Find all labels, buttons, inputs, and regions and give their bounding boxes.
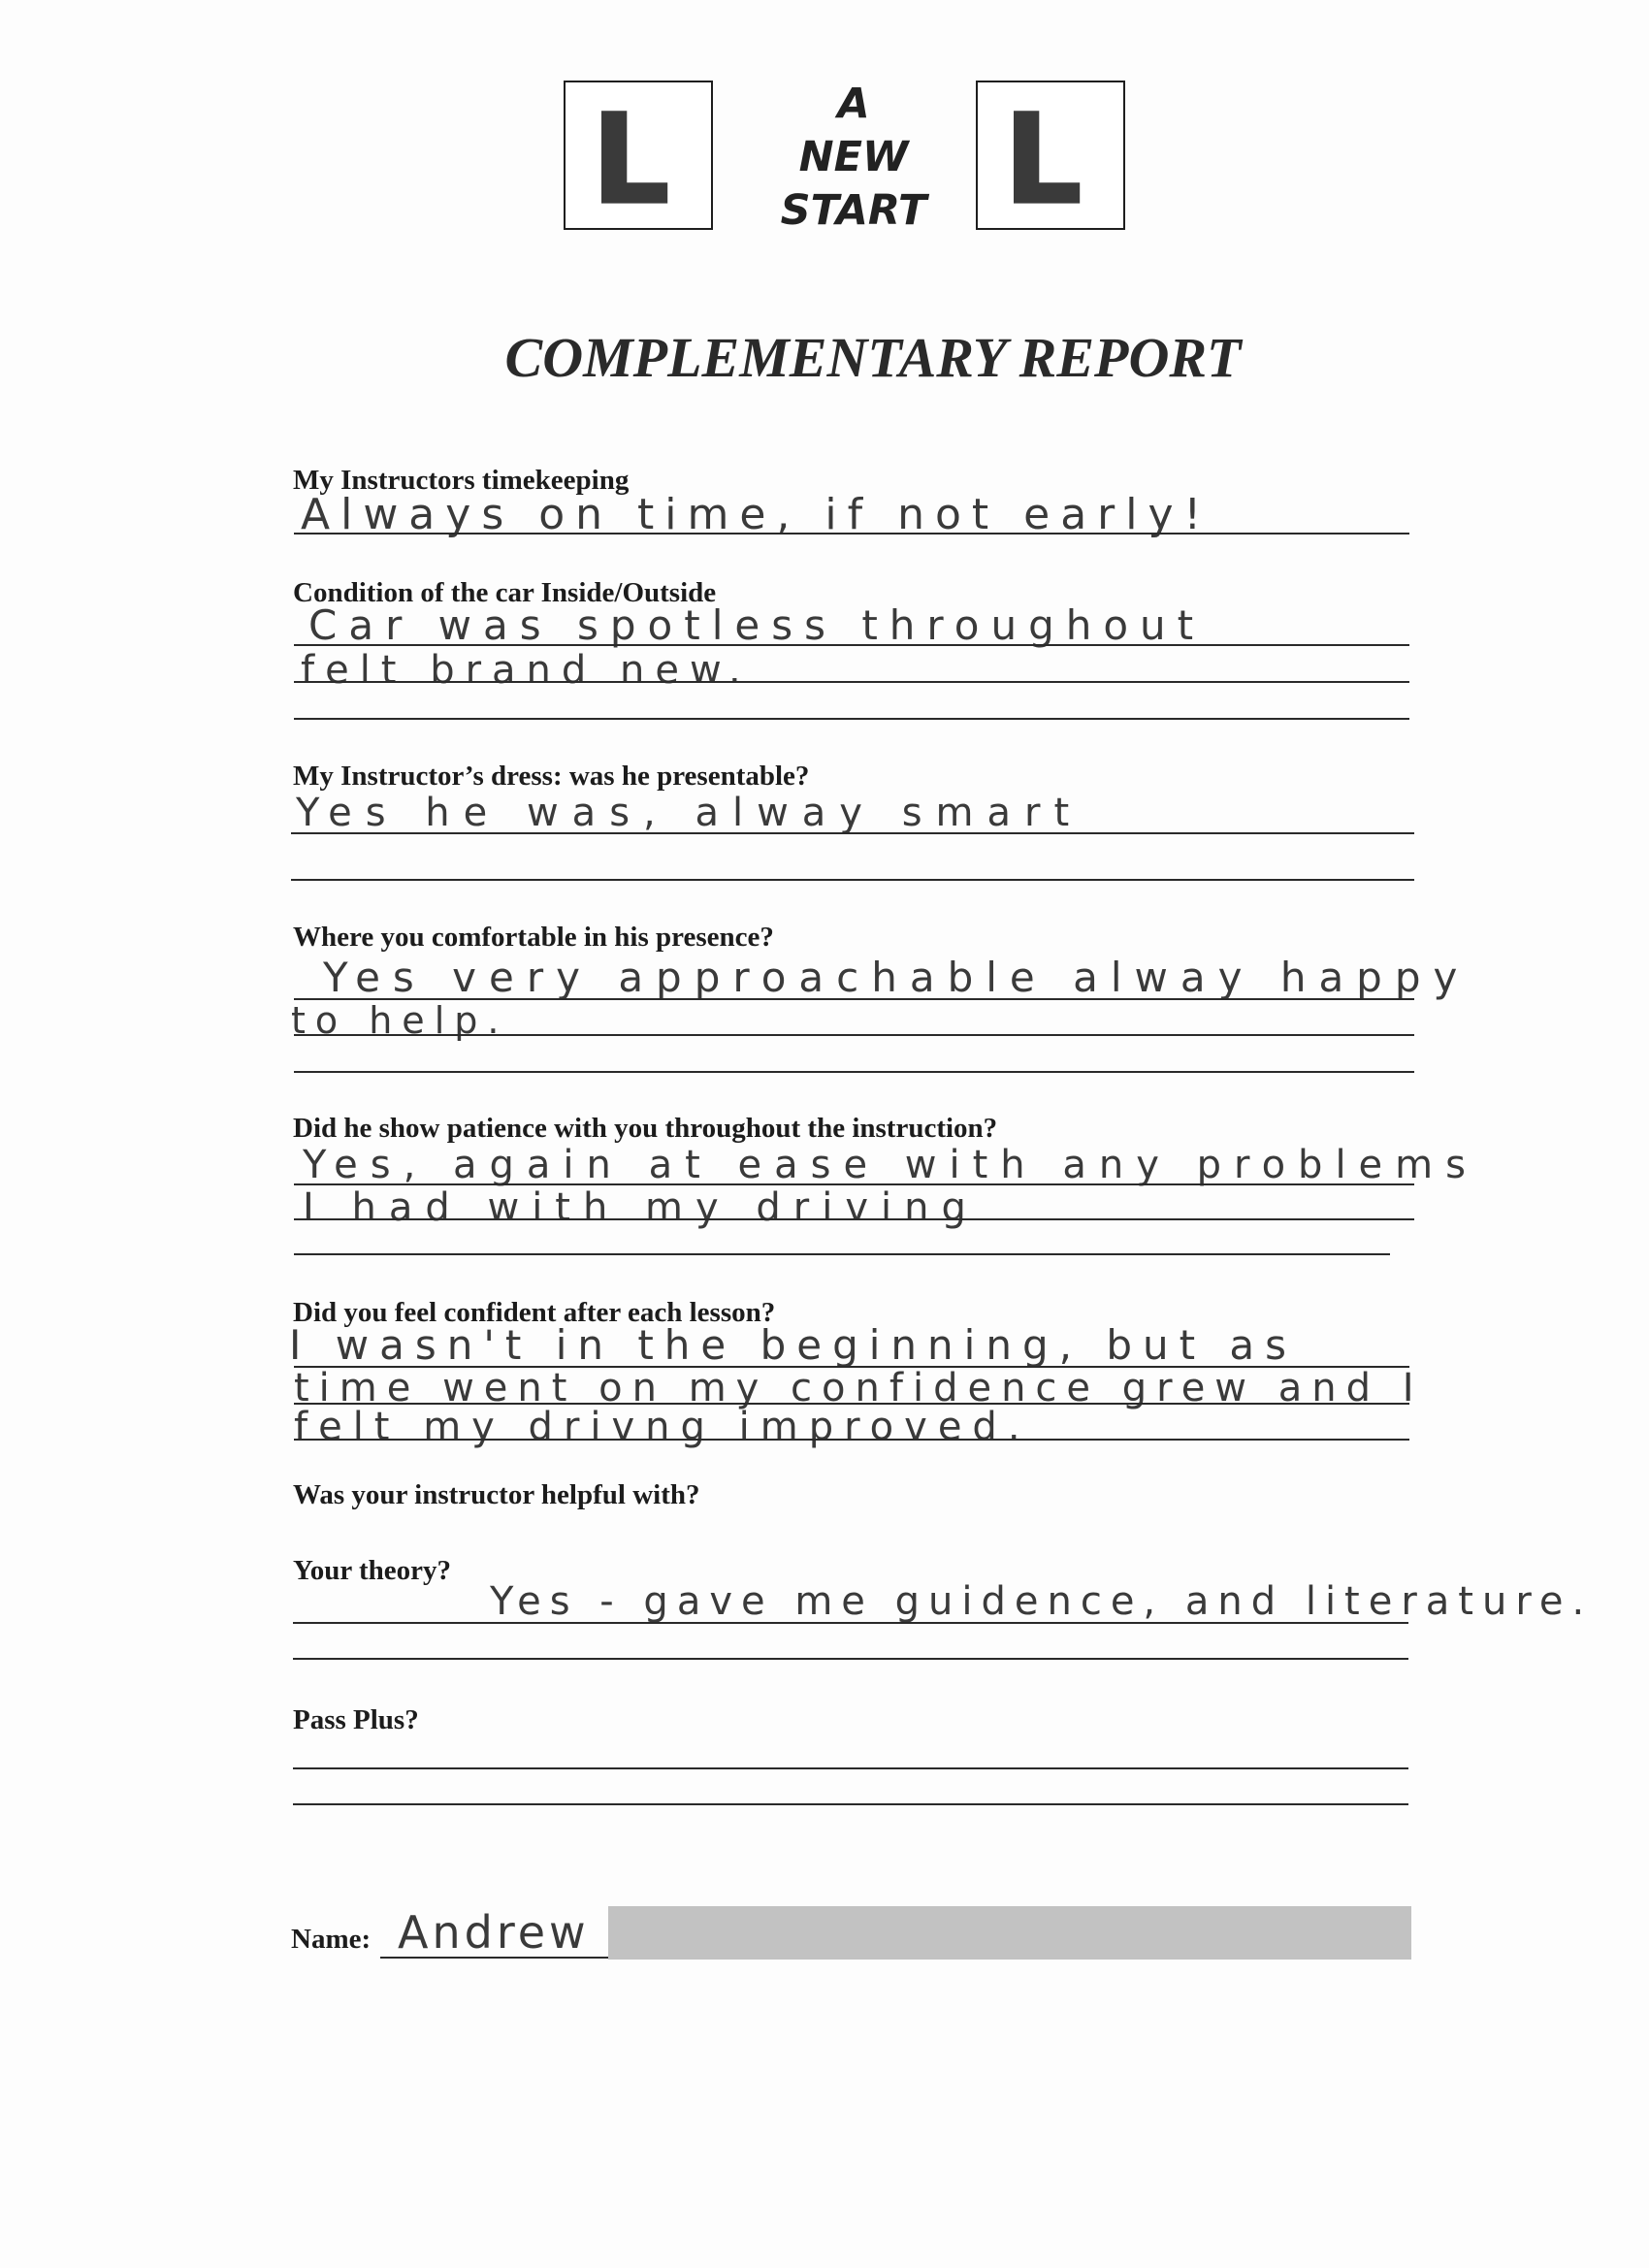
name-line xyxy=(380,1957,608,1959)
logo-line-new: NEW xyxy=(798,133,909,181)
answer-car-condition-line-2: felt brand new. xyxy=(301,648,752,693)
l-plate-right xyxy=(976,81,1125,230)
answer-theory: Yes - gave me guidence, and literature. xyxy=(490,1579,1594,1624)
l-plate-icon xyxy=(566,82,711,228)
question-label-car-condition: Condition of the car Inside/Outside xyxy=(293,577,717,608)
answer-line xyxy=(294,1183,1414,1185)
section-label-helpful: Was your instructor helpful with? xyxy=(293,1479,700,1510)
l-plate-icon xyxy=(978,82,1123,228)
answer-line xyxy=(294,998,1414,1000)
question-label-dress: My Instructor’s dress: was he presentable? xyxy=(293,761,810,792)
question-label-theory: Your theory? xyxy=(293,1555,451,1586)
answer-line xyxy=(293,1803,1408,1805)
answer-line xyxy=(291,832,1414,834)
logo-text xyxy=(737,78,970,238)
answer-line xyxy=(294,1071,1414,1073)
answer-comfortable-line-2: to help. xyxy=(291,999,509,1042)
logo-line-start: START xyxy=(780,186,927,235)
name-label: Name: xyxy=(291,1924,372,1955)
answer-line xyxy=(294,1403,1409,1405)
answer-line xyxy=(294,1439,1409,1441)
question-label-timekeeping: My Instructors timekeeping xyxy=(293,465,630,496)
answer-line xyxy=(294,681,1409,683)
question-label-comfortable: Where you comfortable in his presence? xyxy=(293,922,774,953)
logo-line-a: A xyxy=(837,80,870,128)
answer-patience-line-2: I had with my driving xyxy=(303,1185,979,1230)
answer-confident-line-2: time went on my confidence grew and I xyxy=(294,1366,1424,1410)
answer-line xyxy=(294,533,1409,535)
name-value: Andrew xyxy=(398,1906,590,1959)
answer-patience-line-1: Yes, again at ease with any problems xyxy=(303,1143,1478,1187)
page-title: COMPLEMENTARY REPORT xyxy=(504,326,1242,389)
answer-dress-line-1: Yes he was, alway smart xyxy=(296,791,1083,835)
answer-line xyxy=(294,1034,1414,1036)
answer-line xyxy=(293,1622,1408,1624)
redacted-surname xyxy=(608,1906,1411,1960)
answer-line xyxy=(291,879,1414,881)
question-label-pass-plus: Pass Plus? xyxy=(293,1704,419,1735)
answer-line xyxy=(293,1767,1408,1769)
answer-line xyxy=(294,1366,1409,1368)
answer-line xyxy=(294,644,1409,646)
answer-timekeeping-line-1: Always on time, if not early! xyxy=(301,490,1212,539)
answer-line xyxy=(294,1253,1390,1255)
answer-confident-line-3: felt my drivng improved. xyxy=(294,1405,1031,1449)
question-label-patience: Did he show patience with you throughout the instruction? xyxy=(293,1113,998,1144)
answer-line xyxy=(294,1218,1414,1220)
answer-line xyxy=(294,718,1409,720)
answer-comfortable-line-1: Yes very approachable alway happy xyxy=(323,954,1471,1001)
answer-confident-line-1: I wasn't in the beginning, but as xyxy=(289,1321,1298,1369)
question-label-confident: Did you feel confident after each lesson? xyxy=(293,1297,776,1328)
l-plate-left xyxy=(564,81,713,230)
answer-car-condition-line-1: Car was spotless throughout xyxy=(308,601,1206,649)
answer-line xyxy=(293,1658,1408,1660)
